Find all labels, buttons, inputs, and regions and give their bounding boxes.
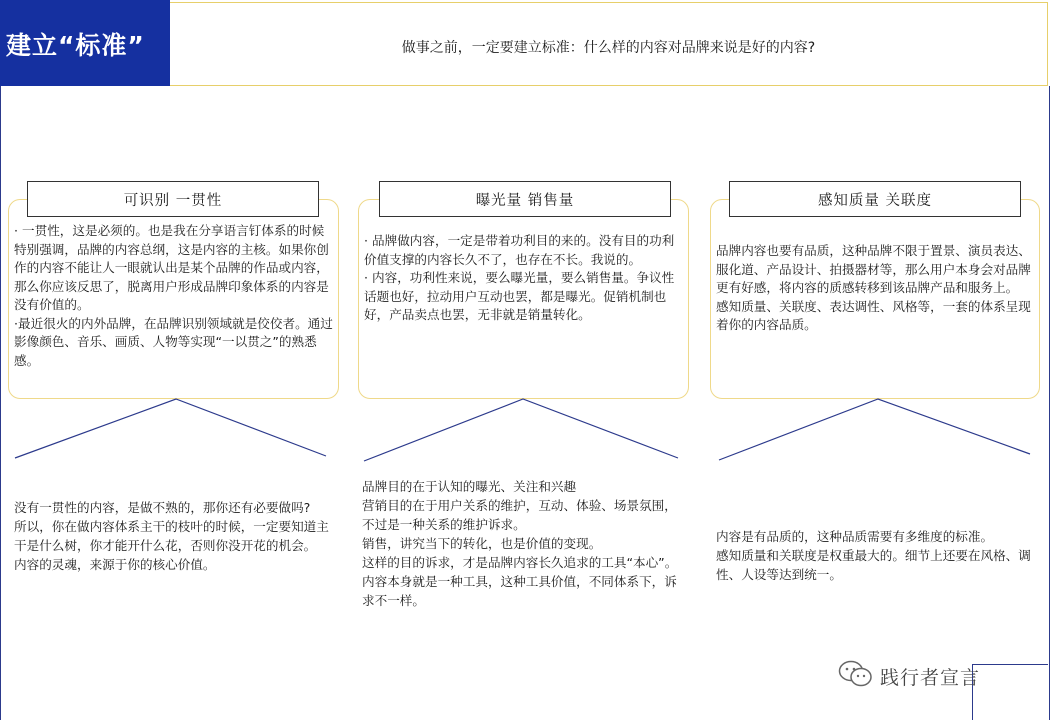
lower-paragraph: 内容是有品质的，这种品质需要有多维度的标准。 [716,529,994,544]
upper-paragraph: · 内容，功利性来说，要么曝光量，要么销售量。争议性话题也好，拉动用户互动也罢，都是曝光。促销机制也好，产品卖点也罢，无非就是销量转化。 [364,270,675,322]
lower-paragraph: 销售，讲究当下的转化，也是价值的变现。 [362,536,602,551]
corner-frame [972,664,1048,720]
upper-paragraph: ·最近很火的内外品牌，在品牌识别领域就是佼佼者。通过影像颜色、音乐、画质、人物等实现“一以贯之”的熟悉感。 [14,315,333,368]
column-upper-text-2 [364,232,682,325]
column-title-1: 可识别 一贯性 [27,181,319,217]
column-title-2: 曝光量 销售量 [379,181,671,217]
column-upper-text-1 [14,222,334,370]
upper-paragraph: · 一贯性，这是必须的。也是我在分享语言钉体系的时候特别强调，品牌的内容总纲，这是内容的主核。如果你创作的内容不能让人一眼就认出是某个品牌的作品或内容，那么你应该反思了，脱离用户形成品牌印象体系的内容是没有价值的。 [14,223,329,312]
watermark-text: 践行者宣言 [880,666,981,689]
lower-paragraph: 这样的目的诉求，才是品牌内容长久追求的工具“本心”。 [362,555,678,570]
wechat-icon [838,660,874,692]
column-lower-text-2 [362,477,680,610]
watermark [838,660,980,692]
upper-paragraph: · 品牌做内容，一定是带着功利目的来的。没有目的功利价值支撑的内容长久不了，也存在不长。我说的。 [364,233,675,267]
column-upper-text-3 [716,242,1036,335]
column-title-3: 感知质量 关联度 [729,181,1021,217]
page-subtitle: 做事之前，一定要建立标准：什么样的内容对品牌来说是好的内容? [401,40,816,56]
upper-paragraph: 品牌内容也要有品质，这种品牌不限于置景、演员表达、服化道、产品设计、拍摄器材等，那么用户本身会对品牌更有好感，将内容的质感转移到该品牌产品和服务上。 [716,243,1031,295]
column-lower-text-1 [14,498,334,574]
lower-paragraph: 品牌目的在于认知的曝光、关注和兴趣 [362,479,577,494]
lower-paragraph: 感知质量和关联度是权重最大的。细节上还要在风格、调性、人设等达到统一。 [716,548,1031,582]
page-title: 建立“标准” [6,31,145,60]
header-bar [170,2,1048,86]
lower-paragraph: 内容本身就是一种工具，这种工具价值，不同体系下，诉求不一样。 [362,574,677,608]
lower-paragraph: 营销目的在于用户关系的维护，互动、体验、场景氛围，不过是一种关系的维护诉求。 [362,498,677,532]
lower-paragraph: 所以，你在做内容体系主干的枝叶的时候，一定要知道主干是什么树，你才能开什么花，否则你没开花的机会。 [14,519,329,553]
title-block [0,0,170,86]
upper-paragraph: 感知质量、关联度、表达调性、风格等，一套的体系呈现着你的内容品质。 [716,298,1031,332]
lower-paragraph: 内容的灵魂，来源于你的核心价值。 [14,557,216,572]
lower-paragraph: 没有一贯性的内容，是做不熟的，那你还有必要做吗? [14,500,311,515]
column-lower-text-3 [716,527,1038,584]
